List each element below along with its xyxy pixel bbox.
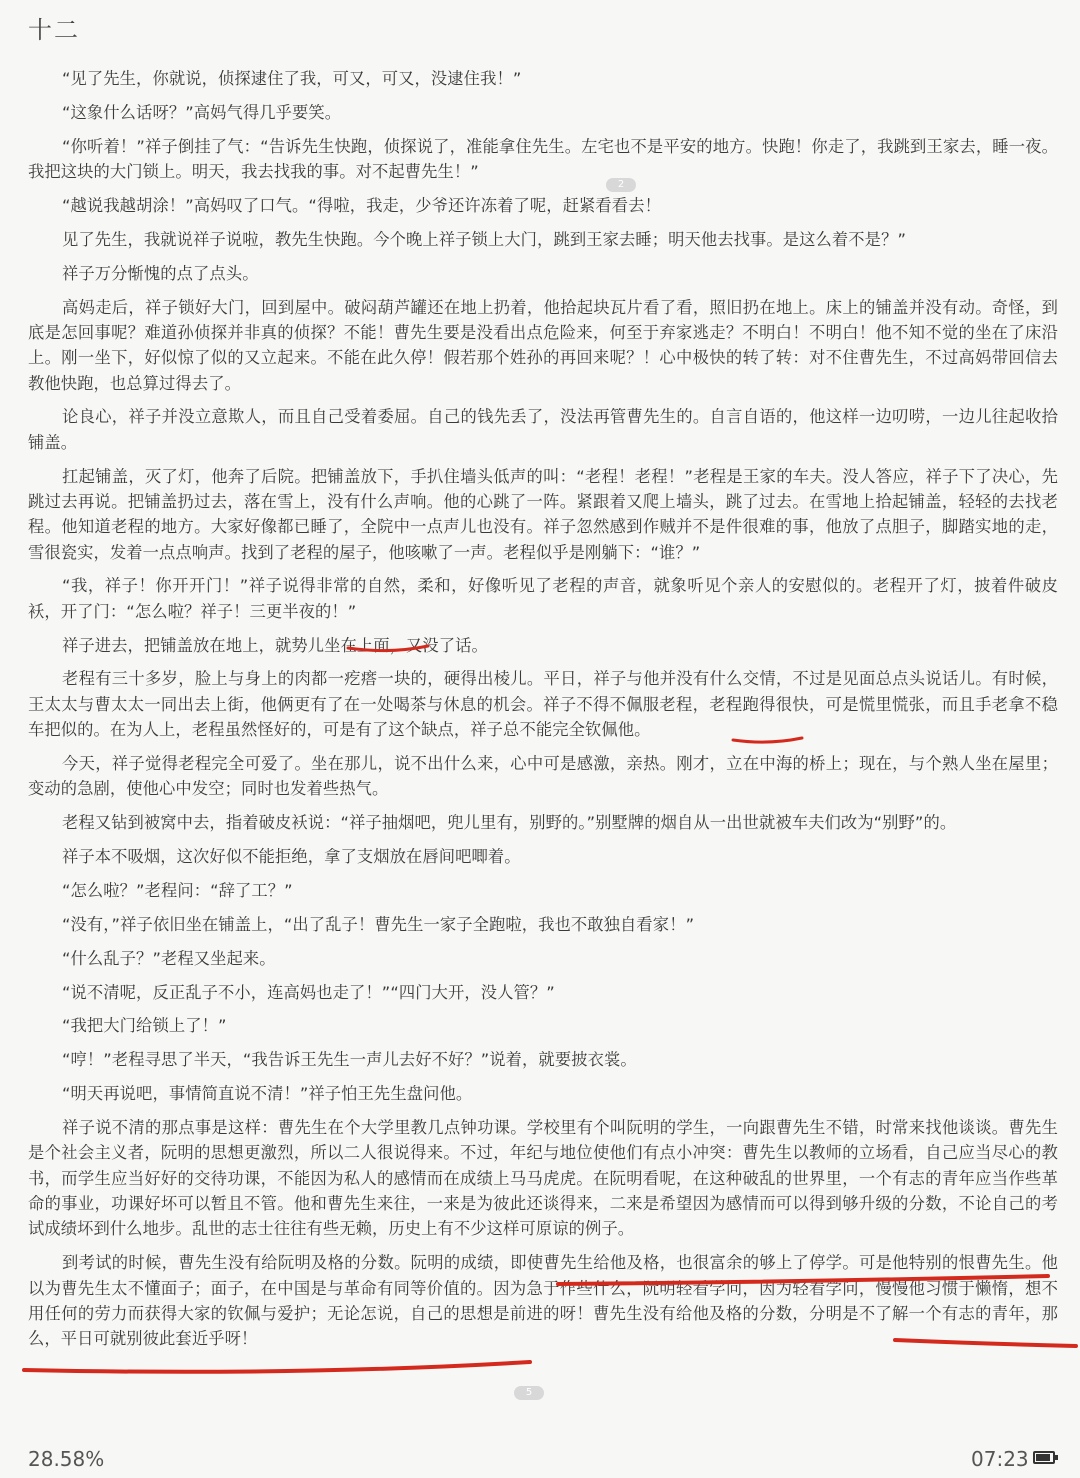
paragraph: “说不清呢，反正乱子不小，连高妈也走了！”“四门大开，没人管？” <box>62 982 555 1002</box>
paragraph: “怎么啦？”老程问：“辞了工？” <box>62 880 293 900</box>
comment-count-badge[interactable]: 5 <box>514 1386 544 1400</box>
paragraph: “没有，”祥子依旧坐在铺盖上，“出了乱子！曹先生一家子全跑啦，我也不敢独自看家！” <box>62 914 695 934</box>
paragraph: 祥子进去，把铺盖放在地上，就势儿坐在上面，又没了话。 <box>62 635 488 655</box>
paragraph: “越说我越胡涂！”高妈叹了口气。“得啦，我走，少爷还许冻着了呢，赶紧看看去！ <box>62 195 661 215</box>
battery-icon <box>1033 1451 1055 1464</box>
paragraph: 老程有三十多岁，脸上与身上的肉都一疙瘩一块的，硬得出棱儿。平日，祥子与他并没有什么交情，不过是见面总点头说话儿。有时候，王太太与曹太太一同出去上街，他俩更有了在一处喝茶与休息的机会。祥子不得不佩服老程，老程跑得很快，可是慌里慌张，而且手老拿不稳车把似的。在为人上，老程虽然怪好的，可是有了这个缺点，祥子总不能完全钦佩他。 <box>28 669 1058 740</box>
pen-underline <box>24 1362 530 1372</box>
paragraph: 老程又钻到被窝中去，指着破皮袄说：“祥子抽烟吧，兜儿里有，别野的。”别墅牌的烟自从一出世就被车夫们改为“别野”的。 <box>62 813 957 833</box>
clock: 07:23 <box>971 1447 1029 1471</box>
paragraph: “什么乱子？”老程又坐起来。 <box>62 948 276 968</box>
paragraph: 高妈走后，祥子锁好大门，回到屋中。破闷葫芦罐还在地上扔着，他拾起块瓦片看了看，照旧扔在地上。床上的铺盖并没有动。奇怪，到底是怎回事呢？难道孙侦探并非真的侦探？不能！曹先生要是没看出点危险来，何至于弃家逃走？不明白！不明白！他不知不觉的坐在了床沿上。刚一坐下，好似惊了似的又立起来。不能在此久停！假若那个姓孙的再回来呢？！心中极快的转了转：对不住曹先生，不过高妈带回信去教他快跑，也总算过得去了。 <box>28 297 1058 393</box>
paragraph: 祥子说不清的那点事是这样：曹先生在个大学里教几点钟功课。学校里有个叫阮明的学生，一向跟曹先生不错，时常来找他谈谈。曹先生是个社会主义者，阮明的思想更激烈，所以二人很说得来。不过，年纪与地位使他们有点小冲突：曹先生以教师的立场看，自己应当尽心的教书，而学生应当好好的交待功课，不能因为私人的感情而在成绩上马马虎虎。在阮明看呢，在这种破乱的世界里，一个有志的青年应当作些革命的事业，功课好坏可以暂且不管。他和曹先生来往，一来是为彼此还谈得来，二来是希望因为感情而可以得到够升级的分数，不论自己的考试成绩坏到什么地步。乱世的志士往往有些无赖，历史上有不少这样可原谅的例子。 <box>28 1118 1058 1239</box>
paragraph: 见了先生，我就说祥子说啦，教先生快跑。今个晚上祥子锁上大门，跳到王家去睡；明天他去找事。是这么着不是？” <box>62 229 906 249</box>
paragraph: “你听着！”祥子倒挂了气：“告诉先生快跑，侦探说了，准能拿住先生。左宅也不是平安的地方。快跑！你走了，我跳到王家去，睡一夜。我把这块的大门锁上。明天，我去找我的事。对不起曹先生！” <box>28 136 1058 182</box>
chapter-title: 十二 <box>28 16 80 44</box>
reading-progress: 28.58% <box>28 1447 105 1471</box>
paragraph: 到考试的时候，曹先生没有给阮明及格的分数。阮明的成绩，即使曹先生给他及格，也很富余的够上了停学。可是他特别的恨曹先生。他以为曹先生太不懂面子；面子，在中国是与革命有同等价值的。因为急于作些什么，阮明轻看学问，因为轻看学问，慢慢他习惯于懒惰，想不用任何的劳力而获得大家的钦佩与爱护；无论怎说，自己的思想是前进的呀！曹先生没有给他及格的分数，分明是不了解一个有志的青年，那么，平日可就别彼此套近乎呀！ <box>28 1253 1058 1349</box>
comment-count-badge[interactable]: 2 <box>606 178 636 192</box>
paragraph: “我，祥子！你开开门！”祥子说得非常的自然，柔和，好像听见了老程的声音，就象听见个亲人的安慰似的。老程开了灯，披着件破皮袄，开了门：“怎么啦？祥子！三更半夜的！” <box>28 576 1058 621</box>
paragraph: “明天再说吧，事情简直说不清！”祥子怕王先生盘问他。 <box>62 1084 473 1104</box>
paragraph: 今天，祥子觉得老程完全可爱了。坐在那儿，说不出什么来，心中可是感激，亲热。刚才，立在中海的桥上；现在，与个熟人坐在屋里；变动的急剧，使他心中发空；同时也发着些热气。 <box>28 753 1058 799</box>
paragraph: “哼！”老程寻思了半天，“我告诉王先生一声儿去好不好？”说着，就要披衣裳。 <box>62 1050 637 1070</box>
paragraph: “这象什么话呀？”高妈气得几乎要笑。 <box>62 102 342 122</box>
paragraph: 祥子本不吸烟，这次好似不能拒绝，拿了支烟放在唇间吧唧着。 <box>62 847 521 867</box>
paragraph: 扛起铺盖，灭了灯，他奔了后院。把铺盖放下，手扒住墙头低声的叫：“老程！老程！”老程是王家的车夫。没人答应，祥子下了决心，先跳过去再说。把铺盖扔过去，落在雪上，没有什么声响。他的心跳了一阵。紧跟着又爬上墙头，跳了过去。在雪地上拾起铺盖，轻轻的去找老程。他知道老程的地方。大家好像都已睡了，全院中一点声儿也没有。祥子忽然感到作贼并不是件很难的事，他放了点胆子，脚踏实地的走，雪很瓷实，发着一点点响声。找到了老程的屋子，他咳嗽了一声。老程似乎是刚躺下：“谁？” <box>28 466 1058 562</box>
paragraph: “见了先生，你就说，侦探逮住了我，可又，可又，没逮住我！” <box>62 69 522 88</box>
reading-content[interactable] <box>28 66 1058 1349</box>
paragraph: 论良心，祥子并没立意欺人，而且自己受着委屈。自己的钱先丢了，没法再管曹先生的。自言自语的，他这样一边叨唠，一边儿往起收拾铺盖。 <box>28 407 1058 452</box>
paragraph: “我把大门给锁上了！” <box>62 1016 227 1036</box>
paragraph: 祥子万分惭愧的点了点头。 <box>62 263 259 283</box>
pen-underline <box>895 1340 1076 1346</box>
